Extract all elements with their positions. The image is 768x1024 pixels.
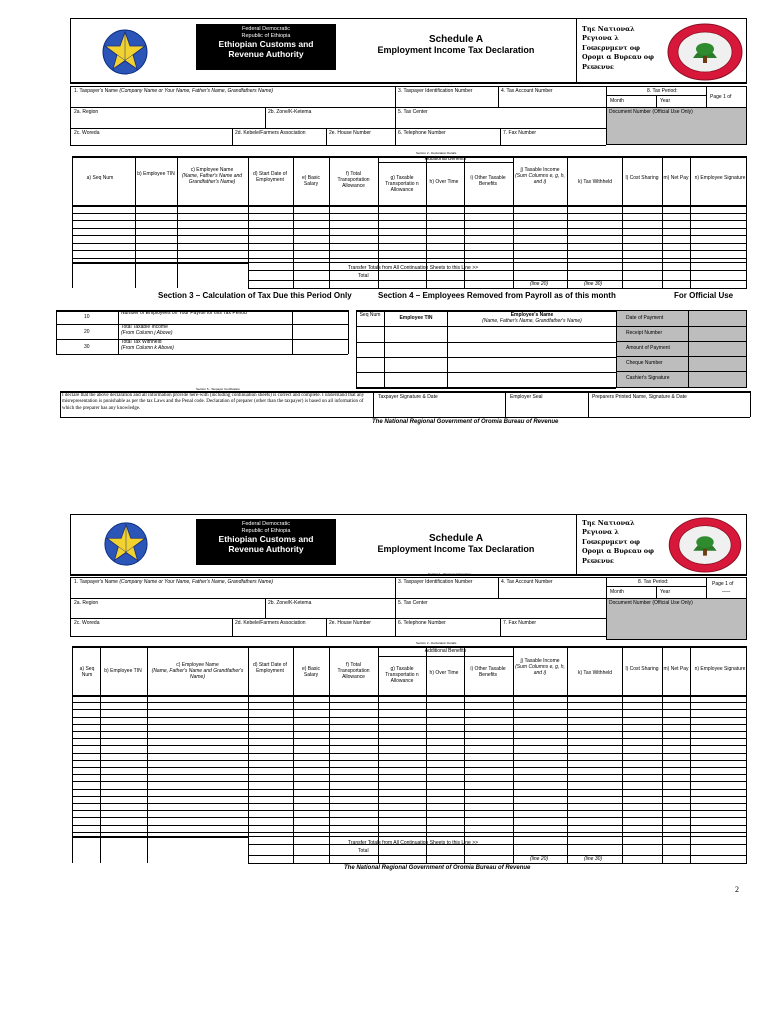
fax-field[interactable]: 7. Fax Number (503, 620, 537, 626)
table-grid-line (248, 836, 249, 863)
row10-label: Number of Employees on Your Payroll for this Tax Period (121, 310, 247, 316)
fax-field[interactable]: 7. Fax Number (503, 130, 537, 136)
cashier-signature-field[interactable]: Cashier's Signature (626, 375, 670, 381)
kebele-field[interactable]: 2d. Kebele/Farmers Association (235, 620, 306, 626)
s4-name-header: Employee's Name (Name, Father's Name, Grandfather's Name) (482, 312, 582, 324)
tax-account-field[interactable]: 4. Tax Account Number (501, 88, 553, 94)
ethiopia-star-emblem-icon (98, 520, 154, 568)
oromia-seal-icon (666, 516, 744, 574)
taxpayer-name-field[interactable]: 1. Taxpayer's Name (Company Name or Your Name, Father's Name, Grandfathers Name) (74, 88, 274, 94)
table-grid-line (72, 695, 747, 697)
section3-title: Section 3 – Calculation of Tax Due this Period Only (158, 291, 352, 300)
table-grid-line (72, 745, 747, 746)
form2-footer: The National Regional Government of Oromia Bureau of Revenue (344, 865, 531, 871)
preparer-field[interactable]: Preparers Printed Name, Signature & Date (592, 394, 687, 400)
table-grid-line (248, 836, 747, 837)
cheque-number-field[interactable]: Cheque Number (626, 360, 663, 366)
table-grid-line (72, 258, 747, 259)
table-grid-line (72, 789, 747, 790)
table-grid-line (378, 648, 379, 863)
tax-center-field[interactable]: 5. Tax Center (398, 600, 428, 606)
col-overtime-header: h) Over Time (429, 179, 459, 185)
house-number-field[interactable]: 2e. House Number (329, 130, 371, 136)
doc-number-label: Document Number (Official Use Only) (609, 600, 693, 606)
tax-period-label: 8. Tax Period: (638, 579, 669, 585)
table-grid-line (248, 280, 747, 281)
col-transport-header: f) Total Transportation Allowance (337, 171, 370, 189)
doc-number-label: Document Number (Official Use Only) (609, 109, 693, 115)
col-taxable-income-header: j) Taxable Income (Sum Columns e, g, h, and i) (515, 658, 565, 676)
house-number-field[interactable]: 2e. House Number (329, 620, 371, 626)
col-signature-header: n) Employee Signature (694, 666, 746, 672)
col-net-pay-header: m) Net Pay (663, 666, 689, 672)
table-grid-line (100, 648, 101, 863)
agency-banner: Federal Democratic Republic of Ethiopia Ethiopian Customs and Revenue Authority (196, 519, 336, 565)
tin-field[interactable]: 3. Taxpayer Identification Number (398, 88, 473, 94)
table-grid-line (72, 158, 73, 288)
total-label: Total (358, 848, 369, 854)
table-grid-line (72, 774, 747, 775)
table-grid-line (72, 738, 747, 739)
col-tax-withheld-header: k) Tax Withheld (577, 179, 613, 185)
col-basic-salary-header: e) Basic Salary (301, 175, 321, 187)
col-taxable-income-header: j) Taxable Income (Sum Columns e, g, h, and i) (515, 167, 565, 185)
row20-num: 20 (84, 329, 90, 335)
form1-footer: The National Regional Government of Oromia Bureau of Revenue (372, 419, 559, 425)
total-label: Total (358, 273, 369, 279)
col-cost-sharing-header: l) Cost Sharing (625, 175, 659, 181)
table-grid-line (72, 753, 747, 754)
s4-tin-header: Employee TIN (399, 315, 433, 321)
table-grid-line (72, 205, 747, 207)
table-grid-line (293, 648, 294, 863)
table-grid-line (72, 702, 747, 703)
schedule-title: Schedule A Employment Income Tax Declaration (377, 533, 535, 554)
table-grid-line (464, 648, 465, 863)
section2-caption: Section 2 - Declaration Details (416, 151, 457, 155)
s4-seq-header: Seq Num (359, 312, 381, 318)
table-grid-line (72, 724, 747, 725)
table-grid-line (248, 262, 747, 263)
table-grid-line (72, 235, 747, 236)
agency-banner: Federal Democratic Republic of Ethiopia Ethiopian Customs and Revenue Authority (196, 24, 336, 70)
table-grid-line (72, 760, 747, 761)
col-overtime-header: h) Over Time (429, 670, 459, 676)
region-field[interactable]: 2a. Region (74, 109, 99, 115)
table-grid-line (690, 648, 691, 863)
table-grid-line (746, 158, 747, 288)
table-grid-line (567, 648, 568, 863)
col-tin-header: b) Employee TIN (104, 668, 142, 674)
col-transport-header: f) Total Transportation Allowance (337, 662, 370, 680)
col-tin-header: b) Employee TIN (137, 171, 175, 177)
telephone-field[interactable]: 6. Telephone Number (398, 130, 446, 136)
woreda-field[interactable]: 2c. Woreda (74, 130, 100, 136)
region-text: Τηε Νατιοναλ Ρεγιονα λ Γοϖερνµεντ οφ Οροµι α Βυρεαυ οφ Ρεϖενυε (582, 519, 655, 565)
table-grid-line (293, 158, 294, 288)
row30-num: 30 (84, 344, 90, 350)
table-grid-line (329, 648, 330, 863)
col-name-header: c) Employee Name (Name, Father's Name and Grandfather's Name) (181, 167, 243, 185)
row20-label: Total Taxable Income (From Column j Above) (121, 324, 173, 336)
table-grid-line (248, 863, 747, 864)
table-grid-line (426, 648, 427, 863)
table-grid-line (72, 228, 747, 229)
page-of-label: Page 1 of (710, 94, 732, 100)
section1-caption: Section 1 - Taxpayer Information (428, 81, 472, 85)
table-grid-line (135, 158, 136, 288)
table-grid-line (72, 803, 747, 804)
section5-caption: Section 5 - Taxpayer Certification (196, 387, 240, 391)
employer-seal-field[interactable]: Employer Seal (510, 394, 543, 400)
year-field[interactable]: Year (660, 589, 671, 595)
table-grid-line (329, 158, 330, 288)
telephone-field[interactable]: 6. Telephone Number (398, 620, 446, 626)
woreda-field[interactable]: 2c. Woreda (74, 620, 100, 626)
table-grid-line (72, 731, 747, 732)
col-cost-sharing-header: l) Cost Sharing (625, 666, 659, 672)
additional-benefits-header: Additional Benefits (424, 156, 467, 162)
transfer-totals-label: Transfer Totals from All Continuation Sheets to this Line >> (348, 840, 479, 846)
region-field[interactable]: 2a. Region (74, 600, 99, 606)
table-grid-line (513, 648, 514, 863)
tax-center-field[interactable]: 5. Tax Center (398, 109, 428, 115)
table-grid-line (72, 832, 747, 833)
line30-label: (line 30) (584, 856, 603, 862)
line30-label: (line 30) (584, 281, 603, 287)
table-grid-line (248, 844, 747, 845)
table-grid-line (72, 709, 747, 710)
col-taxable-transport-header: g) Taxable Transportatio n Allowance (385, 666, 419, 684)
row10-num: 10 (84, 314, 90, 320)
table-grid-line (72, 767, 747, 768)
table-grid-line (72, 836, 248, 838)
col-signature-header: n) Employee Signature (694, 175, 746, 181)
month-field[interactable]: Month (610, 589, 624, 595)
month-field[interactable]: Month (610, 98, 624, 104)
zone-field[interactable]: 2b. Zone/K-Ketema (268, 600, 312, 606)
table-grid-line (147, 648, 148, 863)
table-grid-line (72, 796, 747, 797)
year-field[interactable]: Year (660, 98, 671, 104)
additional-benefits-header: Additional Benefits (424, 648, 467, 654)
table-grid-line (248, 270, 747, 271)
section1-caption: Section 1 - Taxpayer Information (428, 572, 472, 576)
col-other-benefits-header: i) Other Taxable Benefits (470, 175, 506, 187)
table-grid-line (248, 855, 747, 856)
table-grid-line (72, 243, 747, 244)
table-grid-line (72, 213, 747, 214)
amount-of-payment-field[interactable]: Amount of Payment (626, 345, 670, 351)
table-grid-line (72, 250, 747, 251)
col-net-pay-header: m) Net Pay (663, 175, 689, 181)
col-other-benefits-header: i) Other Taxable Benefits (470, 666, 506, 678)
table-grid-line (72, 262, 248, 264)
section4-title: Section 4 – Employees Removed from Payroll as of this month (378, 291, 616, 300)
table-grid-line (72, 220, 747, 221)
table-grid-line (690, 158, 691, 288)
table-grid-line (662, 158, 663, 288)
tax-period-label: 8. Tax Period: (647, 88, 678, 94)
table-grid-line (72, 781, 747, 782)
date-of-payment-field[interactable]: Date of Payment (626, 315, 664, 321)
row30-label: Total Tax Withheld (From Column k Above) (121, 339, 174, 351)
table-grid-line (72, 817, 747, 818)
ethiopia-star-emblem-icon (96, 27, 154, 77)
receipt-number-field[interactable]: Receipt Number (626, 330, 663, 336)
region-text: Τηε Νατιοναλ Ρεγιονα λ Γοϖερνµεντ οφ Οροµι α Βυρεαυ οφ Ρεϖενυε (582, 25, 655, 71)
table-grid-line (72, 648, 73, 863)
col-seq-header: a) Seq Num (79, 666, 95, 678)
tin-field[interactable]: 3. Taxpayer Identification Number (398, 579, 473, 585)
col-name-header: c) Employee Name (Name, Father's Name and Grandfather's Name) (151, 662, 244, 680)
table-grid-line (513, 158, 514, 288)
table-grid-line (72, 810, 747, 811)
col-basic-salary-header: e) Basic Salary (301, 666, 321, 678)
certification-text: I declare that the above declaration and all information provide here-with (including continuation sheets) is correct and complete. I understand that any misrepresentation is punishable as per the tax Laws and the Penal code. Declaration of preparer (other than the taxpayer) is based on all information of which the preparer has any knowledge. (62, 393, 365, 411)
col-taxable-transport-header: g) Taxable Transportatio n Allowance (385, 175, 419, 193)
table-grid-line (72, 717, 747, 718)
official-use-title: For Official Use (674, 291, 734, 300)
oromia-seal-icon (666, 22, 744, 82)
col-tax-withheld-header: k) Tax Withheld (577, 670, 613, 676)
zone-field[interactable]: 2b. Zone/K-Ketema (268, 109, 312, 115)
page-of-label: Page 1 of ___ (712, 581, 734, 593)
table-grid-line (662, 648, 663, 863)
transfer-totals-label: Transfer Totals from All Continuation Sheets to this Line >> (348, 265, 479, 271)
tax-account-field[interactable]: 4. Tax Account Number (501, 579, 553, 585)
table-grid-line (248, 288, 747, 289)
table-grid-line (622, 158, 623, 288)
table-grid-line (177, 158, 178, 288)
line20-label: (line 20) (530, 281, 549, 287)
col-start-date-header: d) Start Date of Employment (253, 662, 287, 674)
table-grid-line (746, 648, 747, 863)
col-start-date-header: d) Start Date of Employment (253, 171, 287, 183)
table-grid-line (248, 648, 249, 863)
page-number: 2 (735, 885, 739, 894)
taxpayer-name-field[interactable]: 1. Taxpayer's Name (Company Name or Your Name, Father's Name, Grandfathers Name) (74, 579, 274, 585)
table-grid-line (248, 262, 249, 288)
line20-label: (line 20) (530, 856, 549, 862)
taxpayer-signature-field[interactable]: Taxpayer Signature & Date (378, 394, 438, 400)
table-grid-line (622, 648, 623, 863)
table-grid-line (567, 158, 568, 288)
col-seq-header: a) Seq Num (86, 175, 114, 181)
section2-caption: Section 2 - Declaration Details (416, 641, 457, 645)
table-grid-line (72, 825, 747, 826)
kebele-field[interactable]: 2d. Kebele/Farmers Association (235, 130, 306, 136)
schedule-title: Schedule A Employment Income Tax Declaration (377, 34, 535, 55)
